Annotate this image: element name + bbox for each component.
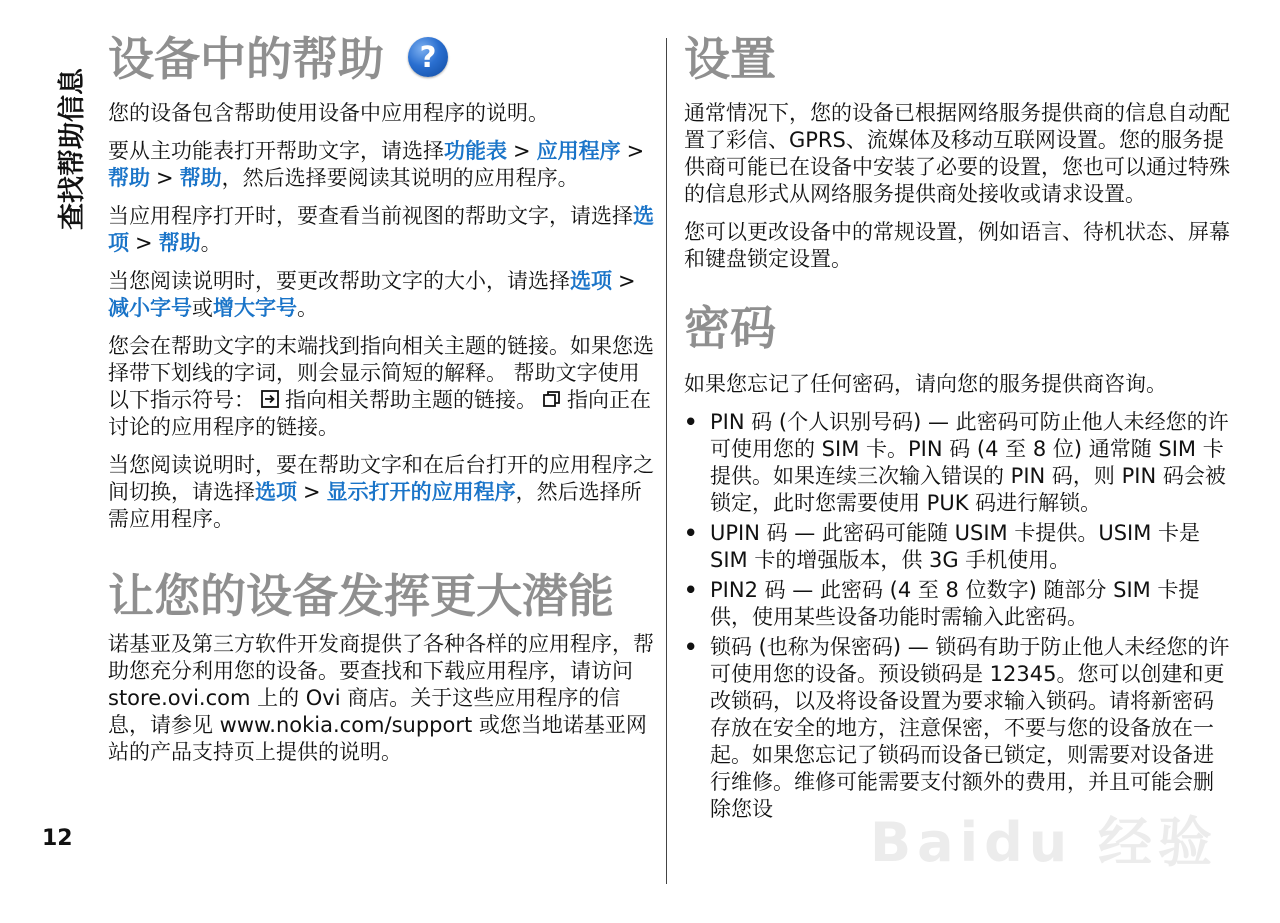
text: 当您阅读说明时，要更改帮助文字的大小，请选择 (108, 269, 570, 293)
text: 。 (297, 296, 318, 320)
text: ，然后选择要阅读其说明的应用程序。 (221, 166, 579, 190)
paragraph-help-intro: 您的设备包含帮助使用设备中应用程序的说明。 (108, 101, 549, 125)
text: 指向相关帮助主题的链接。 (285, 388, 537, 412)
help-icon: ? (408, 37, 448, 77)
link-options[interactable]: 选项 (108, 204, 654, 255)
separator: > (135, 231, 153, 255)
link-arrow-icon (261, 390, 279, 408)
separator: > (618, 269, 636, 293)
link-decrease-font[interactable]: 减小字号 (108, 296, 192, 320)
left-column (108, 30, 656, 777)
text: 您会在帮助文字的末端找到指向相关主题的链接。如果您选择带下划线的字词，则会显示简短的解释。 帮助文字使用以下指示符号： (108, 334, 654, 412)
open-app-icon (543, 390, 561, 408)
list-item-pin2 (684, 577, 1232, 631)
column-divider (666, 38, 667, 884)
link-help[interactable]: 帮助 (108, 166, 150, 190)
list-item-text: 锁码 (也称为保密码) — 锁码有助于防止他人未经您的许可使用您的设备。预设锁码是 12345。您可以创建和更改锁码，以及将设备设置为要求输入锁码。请将新密码存放在安全的地方，注意保密，不要与您的设备放在一起。如果您忘记了锁码而设备已锁定，则需要对设备进行维修。维修可能需要支付额外的费用，并且可能会删除您设 (710, 635, 1230, 821)
paragraph-help-links (108, 333, 656, 441)
paragraph-ovi-store: 诺基亚及第三方软件开发商提供了各种各样的应用程序，帮助您充分利用您的设备。要查找和下载应用程序，请访问 store.ovi.com 上的 Ovi 商店。关于这些应用程序的信息，请参见 www.nokia.com/support 或您当地诺基亚网站的产品支持页上提供的说明。 (108, 631, 654, 764)
separator: > (156, 166, 174, 190)
link-applications[interactable]: 应用程序 (536, 139, 621, 163)
bullet: • (684, 410, 698, 434)
separator: > (513, 139, 531, 163)
password-list (684, 409, 1232, 823)
section-heading-potential: 让您的设备发挥更大潜能 (108, 569, 614, 623)
paragraph-app-help (108, 203, 656, 257)
list-item-lock-code (684, 634, 1232, 823)
link-help[interactable]: 帮助 (158, 231, 201, 255)
text: 当应用程序打开时，要查看当前视图的帮助文字，请选择 (108, 204, 633, 228)
link-options[interactable]: 选项 (255, 480, 297, 504)
link-menu[interactable]: 功能表 (444, 139, 507, 163)
link-increase-font[interactable]: 增大字号 (213, 296, 297, 320)
paragraph-switch-apps (108, 452, 656, 533)
paragraph-settings-auto: 通常情况下，您的设备已根据网络服务提供商的信息自动配置了彩信、GPRS、流媒体及移动互联网设置。您的服务提供商可能已在设备中安装了必要的设置，您也可以通过特殊的信息形式从网络服务提供商处接收或请求设置。 (684, 101, 1230, 206)
list-item-text: PIN2 码 — 此密码 (4 至 8 位数字) 随部分 SIM 卡提供，使用某些设备功能时需输入此密码。 (710, 578, 1200, 629)
section-heading-passwords: 密码 (684, 301, 776, 355)
chapter-side-title (18, 40, 88, 240)
link-show-open-apps[interactable]: 显示打开的应用程序 (326, 480, 516, 504)
separator: > (626, 139, 645, 163)
text: 指向正在讨论的应用程序的链接。 (108, 388, 651, 439)
link-options[interactable]: 选项 (570, 269, 612, 293)
heading-text: 设备中的帮助 (108, 32, 384, 86)
section-heading-help (108, 30, 656, 100)
text: 当您阅读说明时，要在帮助文字和在后台打开的应用程序之间切换，请选择 (108, 453, 654, 504)
text: 或 (192, 296, 213, 320)
paragraph-forgot-password: 如果您忘记了任何密码，请向您的服务提供商咨询。 (684, 372, 1167, 396)
section-heading-settings: 设置 (684, 32, 776, 86)
page-number: 12 (42, 826, 73, 851)
link-help-2[interactable]: 帮助 (179, 166, 222, 190)
watermark: Baidu 经验 (870, 811, 1219, 874)
text: 。 (200, 231, 222, 255)
bullet: • (684, 578, 698, 602)
separator: > (303, 480, 321, 504)
list-item-upin (684, 520, 1232, 574)
bullet: • (684, 635, 698, 659)
list-item-text: UPIN 码 — 此密码可能随 USIM 卡提供。USIM 卡是 SIM 卡的增强版本，供 3G 手机使用。 (710, 521, 1201, 572)
list-item-text: PIN 码 (个人识别号码) — 此密码可防止他人未经您的许可使用您的 SIM 卡。PIN 码 (4 至 8 位) 通常随 SIM 卡提供。如果连续三次输入错误的 PIN 码，则 PIN 码会被锁定，此时您需要使用 PUK 码进行解锁。 (710, 410, 1229, 515)
bullet: • (684, 521, 698, 545)
right-column (684, 30, 1232, 826)
paragraph-text-size (108, 268, 656, 322)
chapter-title-text: 查找帮助信息 (57, 68, 88, 230)
list-item-pin (684, 409, 1232, 517)
text: ，然后选择所需应用程序。 (108, 480, 642, 531)
paragraph-settings-general: 您可以更改设备中的常规设置，例如语言、待机状态、屏幕和键盘锁定设置。 (684, 220, 1230, 271)
text: 要从主功能表打开帮助文字，请选择 (108, 139, 444, 163)
paragraph-open-help (108, 138, 656, 192)
